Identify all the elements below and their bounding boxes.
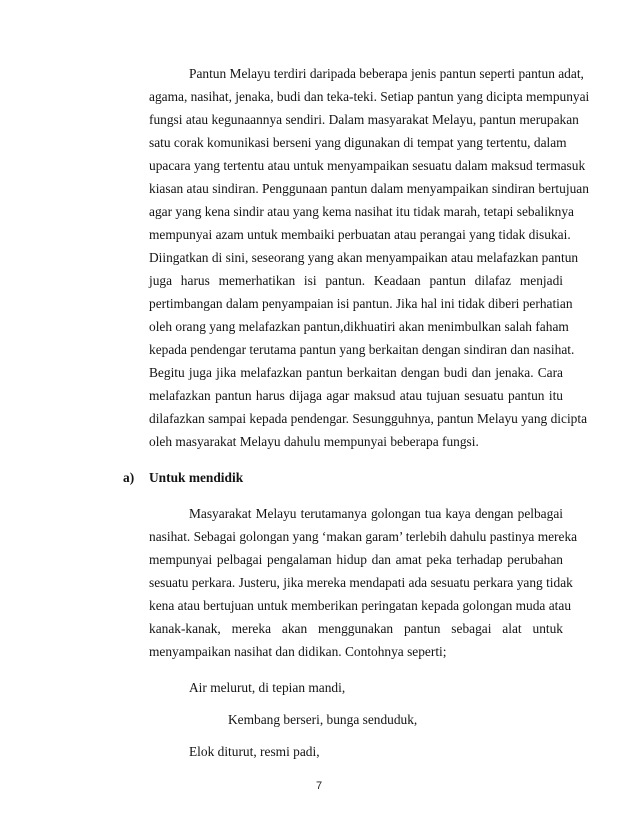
paragraph2-line: Masyarakat Melayu terutamanya golongan tua kaya dengan pelbagai: [189, 506, 563, 521]
pantun-line: Air melurut, di tepian mandi,: [189, 680, 346, 695]
paragraph2-line: mempunyai pelbagai pengalaman hidup dan amat peka terhadap perubahan: [149, 552, 563, 567]
paragraph1-line: kepada pendengar terutama pantun yang berkaitan dengan sindiran dan nasihat.: [149, 342, 575, 357]
paragraph2-line: kena atau bertujuan untuk memberikan peringatan kepada golongan muda atau: [149, 598, 572, 613]
paragraph2-line: kanak-kanak, mereka akan menggunakan pantun sebagai alat untuk: [149, 621, 563, 636]
paragraph1-line: Diingatkan di sini, seseorang yang akan menyampaikan atau melafazkan pantun: [149, 250, 579, 265]
paragraph2-line: nasihat. Sebagai golongan yang ‘makan garam’ terlebih dahulu pastinya mereka: [149, 529, 578, 544]
paragraph1-line: agar yang kena sindir atau yang kema nasihat itu tidak marah, tetapi sebaliknya: [149, 204, 575, 219]
page-number: 7: [315, 780, 323, 792]
paragraph2-line: menyampaikan nasihat dan didikan. Contohnya seperti;: [149, 644, 447, 659]
paragraph1-line: oleh masyarakat Melayu dahulu mempunyai beberapa fungsi.: [149, 434, 479, 449]
section-heading: Untuk mendidik: [149, 470, 244, 485]
paragraph1-line: mempunyai azam untuk membaiki perbuatan atau perangai yang tidak disukai.: [149, 227, 571, 242]
paragraph1-line: upacara yang tertentu atau untuk menyampaikan sesuatu dalam maksud termasuk: [149, 158, 586, 173]
paragraph1-line: satu corak komunikasi berseni yang digunakan di tempat yang tertentu, dalam: [149, 135, 567, 150]
paragraph1-line: dilafazkan sampai kepada pendengar. Sesungguhnya, pantun Melayu yang dicipta: [149, 411, 588, 426]
paragraph1-line: agama, nasihat, jenaka, budi dan teka-teki. Setiap pantun yang dicipta mempunyai: [149, 89, 590, 104]
paragraph1-line: pertimbangan dalam penyampaian isi pantun. Jika hal ini tidak diberi perhatian: [149, 296, 573, 311]
paragraph1-line: fungsi atau kegunaannya sendiri. Dalam masyarakat Melayu, pantun merupakan: [149, 112, 579, 127]
paragraph1-line: juga harus memerhatikan isi pantun. Keadaan pantun dilafaz menjadi: [149, 273, 563, 288]
paragraph1-line: kiasan atau sindiran. Penggunaan pantun dalam menyampaikan sindiran bertujuan: [149, 181, 589, 196]
paragraph1-line: Begitu juga jika melafazkan pantun berkaitan dengan budi dan jenaka. Cara: [149, 365, 563, 380]
paragraph1-line: Pantun Melayu terdiri daripada beberapa jenis pantun seperti pantun adat,: [189, 66, 584, 81]
paragraph1-line: melafazkan pantun harus dijaga agar maksud atau tujuan sesuatu pantun itu: [149, 388, 563, 403]
section-marker: a): [123, 470, 135, 485]
paragraph2-line: sesuatu perkara. Justeru, jika mereka mendapati ada sesuatu perkara yang tidak: [149, 575, 573, 590]
pantun-line: Elok diturut, resmi padi,: [189, 744, 320, 759]
paragraph1-line: oleh orang yang melafazkan pantun,dikhuatiri akan menimbulkan salah faham: [149, 319, 569, 334]
pantun-line: Kembang berseri, bunga senduduk,: [228, 712, 418, 727]
